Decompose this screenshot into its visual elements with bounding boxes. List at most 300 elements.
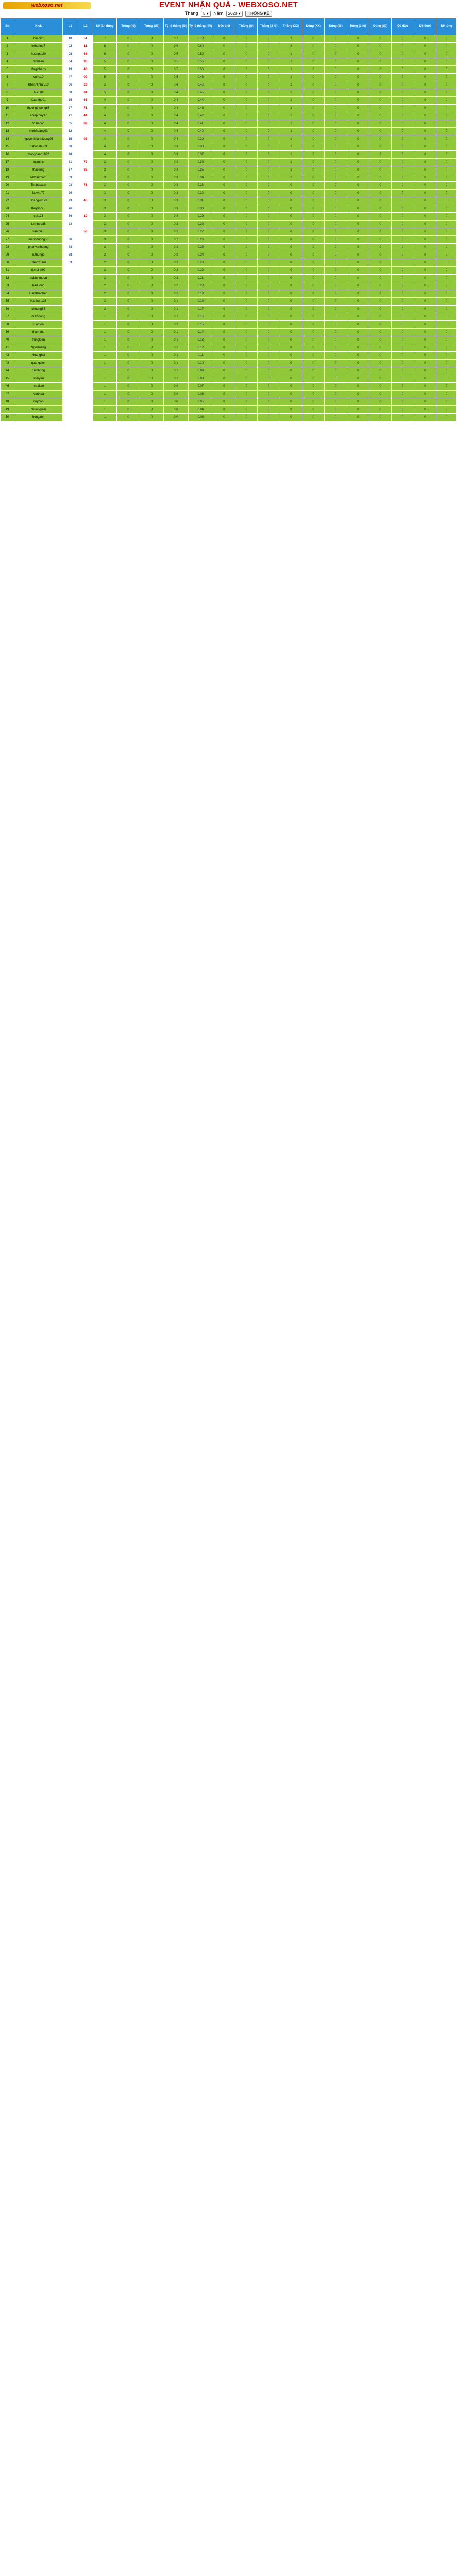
year-value: 2020 (228, 11, 238, 16)
nick-cell[interactable]: vanthieu (14, 228, 63, 236)
stat-cell: 0 (235, 375, 258, 383)
table-row (1, 221, 457, 228)
table-row (1, 89, 457, 97)
stat-cell: 0.45 (188, 89, 213, 97)
stat-cell: 0 (436, 228, 457, 236)
stat-cell: 0.4 (163, 135, 188, 143)
stat-cell: 0 (235, 97, 258, 105)
stat-cell: 0 (213, 143, 235, 151)
nick-cell[interactable]: ahiepthuy97 (14, 112, 63, 120)
stat-cell: 0.40 (188, 128, 213, 135)
stat-cell: 0 (116, 275, 140, 282)
stat-cell: 0 (369, 43, 392, 50)
stat-cell: 0 (302, 89, 325, 97)
stat-cell: 0 (325, 306, 347, 313)
stat-cell: 0 (280, 329, 302, 336)
nick-cell[interactable]: hoaiyen (14, 375, 63, 383)
lot1-cell (62, 290, 78, 298)
rank-cell: 45 (1, 375, 14, 383)
nick-cell[interactable]: thanghang1992 (14, 151, 63, 159)
table-row (1, 267, 457, 275)
table-row (1, 81, 457, 89)
stat-cell: 0 (369, 135, 392, 143)
stat-cell: 0 (235, 166, 258, 174)
stat-cell: 0 (325, 221, 347, 228)
nick-cell[interactable]: ruthungd (14, 251, 63, 259)
month-select[interactable]: 5 ▾ (201, 11, 211, 17)
stat-cell: 0 (347, 414, 369, 421)
stat-cell: 0 (325, 275, 347, 282)
rank-cell: 14 (1, 135, 14, 143)
lot1-cell (62, 313, 78, 321)
stat-cell: 0 (302, 383, 325, 391)
stat-cell: 0 (347, 213, 369, 221)
column-header: Đề tổng (436, 18, 457, 35)
stat-cell: 0 (325, 267, 347, 275)
stat-cell: 0 (116, 367, 140, 375)
stat-cell: 0 (414, 259, 436, 267)
nick-cell[interactable]: phuongmai (14, 406, 63, 414)
stat-cell: 0 (140, 228, 164, 236)
stat-cell: 0 (140, 367, 164, 375)
stat-cell: 0 (436, 159, 457, 166)
stat-cell: 0 (280, 190, 302, 197)
nick-cell[interactable]: nhutlam (14, 383, 63, 391)
stat-cell: 0 (116, 360, 140, 367)
stat-cell: 0 (116, 105, 140, 112)
stat-cell: 0 (369, 159, 392, 166)
column-header: Thắng (lô) (235, 18, 258, 35)
table-row (1, 197, 457, 205)
nick-cell[interactable]: tuanphuong88 (14, 236, 63, 244)
stat-cell: 0 (280, 336, 302, 344)
stat-cell: 0 (140, 112, 164, 120)
nick-cell[interactable]: Vubacan (14, 120, 63, 128)
stat-cell: 0 (258, 166, 280, 174)
stat-cell: 0 (280, 406, 302, 414)
stat-cell: 0 (235, 205, 258, 213)
nick-cell[interactable]: Nevhu77 (14, 190, 63, 197)
stat-cell: 0.5 (163, 74, 188, 81)
lot2-cell (78, 367, 93, 375)
stat-cell: 0.3 (163, 143, 188, 151)
stat-cell: 1 (280, 120, 302, 128)
table-row (1, 282, 457, 290)
stat-cell: 0 (392, 221, 414, 228)
stat-cell: 0 (392, 236, 414, 244)
stat-cell: 0 (414, 89, 436, 97)
stat-cell: 0 (325, 182, 347, 190)
stats-button[interactable]: THỐNG KÊ (245, 11, 272, 17)
stat-cell: 0 (414, 128, 436, 135)
nick-cell[interactable]: vuhu10 (14, 74, 63, 81)
stat-cell: 0 (436, 221, 457, 228)
stat-cell: 0.27 (188, 228, 213, 236)
rank-cell: 41 (1, 344, 14, 352)
nick-cell[interactable]: Linhbeo88 (14, 221, 63, 228)
nick-cell[interactable]: thanhthu (14, 329, 63, 336)
nick-cell[interactable]: haduong (14, 282, 63, 290)
stat-cell: 0 (116, 313, 140, 321)
stat-cell: 0.3 (163, 159, 188, 166)
stat-cell: 0 (116, 228, 140, 236)
stat-cell: 0 (235, 391, 258, 398)
stat-cell: 5 (93, 58, 117, 66)
stat-cell: 0 (392, 282, 414, 290)
stat-cell: 0.2 (163, 244, 188, 251)
stat-cell: 0 (436, 182, 457, 190)
nick-cell[interactable]: Hoangvu123 (14, 197, 63, 205)
stat-cell: 4 (93, 97, 117, 105)
lot2-cell: 34 (78, 89, 93, 97)
stat-cell: 0 (258, 50, 280, 58)
column-header: Đặc biệt (213, 18, 235, 35)
stat-cell: 5 (93, 74, 117, 81)
stat-cell: 0 (369, 282, 392, 290)
stat-cell: 0 (392, 259, 414, 267)
nick-cell[interactable]: tiensinh99 (14, 267, 63, 275)
stat-cell: 0 (414, 414, 436, 421)
stat-cell: 0 (213, 89, 235, 97)
stat-cell: 0 (140, 213, 164, 221)
stat-cell: 0 (369, 406, 392, 414)
stat-cell: 0.3 (163, 174, 188, 182)
nick-cell[interactable]: duybao (14, 398, 63, 406)
column-header: Đúng (3 lô) (347, 18, 369, 35)
stat-cell: 0 (347, 244, 369, 251)
nick-cell[interactable]: Khanhlinh2010 (14, 81, 63, 89)
stat-cell: 0.17 (188, 306, 213, 313)
nick-cell[interactable]: Hanhan123 (14, 298, 63, 306)
nick-cell[interactable]: hoangtu20 (14, 50, 63, 58)
stat-cell: 0 (392, 213, 414, 221)
table-row (1, 259, 457, 267)
nick-cell[interactable]: Tuanvu2 (14, 321, 63, 329)
stat-cell: 0 (325, 375, 347, 383)
stat-cell: 0 (258, 352, 280, 360)
column-header: Số lần đúng (93, 18, 117, 35)
stat-cell: 0 (392, 298, 414, 306)
stat-cell: 0 (258, 244, 280, 251)
stat-cell: 1 (93, 367, 117, 375)
stat-cell: 2 (93, 251, 117, 259)
stat-cell: 0 (369, 228, 392, 236)
stat-cell: 0 (140, 159, 164, 166)
lot2-cell (78, 414, 93, 421)
stat-cell: 0.4 (163, 112, 188, 120)
stat-cell: 0 (258, 383, 280, 391)
stat-cell: 0 (235, 398, 258, 406)
stat-cell: 0 (392, 360, 414, 367)
nick-cell[interactable]: dukhoang (14, 313, 63, 321)
stat-cell: 0 (213, 128, 235, 135)
stat-cell: 0 (369, 120, 392, 128)
stat-cell: 0.4 (163, 105, 188, 112)
stat-cell: 0 (414, 244, 436, 251)
nick-cell[interactable]: Magicbarry (14, 66, 63, 74)
stat-cell: 0 (235, 105, 258, 112)
stat-cell: 0 (392, 375, 414, 383)
stat-cell: 0 (325, 74, 347, 81)
stat-cell: 0 (235, 112, 258, 120)
stat-cell: 0 (302, 321, 325, 329)
site-logo[interactable]: webxoso.net (3, 2, 91, 9)
stat-cell: 0 (436, 105, 457, 112)
nick-cell[interactable]: dobinhmuon (14, 275, 63, 282)
stat-cell: 0 (116, 50, 140, 58)
stat-cell: 0 (414, 205, 436, 213)
stat-cell: 0 (436, 282, 457, 290)
lot1-cell (62, 383, 78, 391)
stat-cell: 0 (213, 290, 235, 298)
stat-cell: 0 (258, 298, 280, 306)
nick-cell[interactable]: NgoHoang (14, 344, 63, 352)
nick-cell[interactable]: Trangxuan1 (14, 259, 63, 267)
stat-cell: 0 (302, 205, 325, 213)
column-header: Đúng (XX) (302, 18, 325, 35)
lot1-cell: 81 (62, 159, 78, 166)
stat-cell: 0.2 (163, 228, 188, 236)
stat-cell: 0.5 (163, 66, 188, 74)
nick-cell[interactable]: thuongthuong68 (14, 105, 63, 112)
stat-cell: 0 (116, 321, 140, 329)
stat-cell: 0 (392, 267, 414, 275)
stat-cell: 0 (347, 383, 369, 391)
stat-cell: 0 (116, 344, 140, 352)
stat-cell: 0.44 (188, 97, 213, 105)
stat-cell: 3 (93, 190, 117, 197)
stat-cell: 0 (235, 120, 258, 128)
stat-cell: 0.4 (163, 89, 188, 97)
stat-cell: 0 (302, 367, 325, 375)
table-row (1, 58, 457, 66)
stat-cell: 0.28 (188, 221, 213, 228)
stat-cell: 0 (116, 135, 140, 143)
stat-cell: 0 (414, 360, 436, 367)
rank-cell: 13 (1, 128, 14, 135)
nick-cell[interactable]: kimthoa (14, 391, 63, 398)
stat-cell: 0 (213, 43, 235, 50)
stat-cell: 0 (414, 383, 436, 391)
stat-cell: 0 (392, 97, 414, 105)
nick-cell[interactable]: Tuvuite (14, 89, 63, 97)
lot2-cell (78, 128, 93, 135)
stat-cell: 0 (436, 120, 457, 128)
stat-cell: 1 (280, 135, 302, 143)
rank-cell: 20 (1, 182, 14, 190)
stat-cell: 0 (325, 352, 347, 360)
lot1-cell: 93 (62, 197, 78, 205)
stat-cell: 0 (392, 205, 414, 213)
stat-cell: 0 (116, 290, 140, 298)
stat-cell: 0.15 (188, 321, 213, 329)
nick-cell[interactable]: chuong88 (14, 306, 63, 313)
stat-cell: 0 (369, 236, 392, 244)
stat-cell: 0 (280, 352, 302, 360)
stat-cell: 0 (325, 81, 347, 89)
stat-cell: 0 (347, 298, 369, 306)
stat-cell: 0 (436, 360, 457, 367)
nick-cell[interactable]: thaolung (14, 166, 63, 174)
stat-cell: 0 (325, 406, 347, 414)
stat-cell: 0 (392, 135, 414, 143)
stat-cell: 0.56 (188, 58, 213, 66)
lot1-cell (62, 321, 78, 329)
stat-cell: 0 (235, 298, 258, 306)
stat-cell: 0 (280, 267, 302, 275)
nick-cell[interactable]: quangvinh (14, 360, 63, 367)
nick-cell[interactable]: minhhoang93 (14, 128, 63, 135)
nick-cell[interactable]: thuytinhcu (14, 205, 63, 213)
nick-cell[interactable]: ninhtien (14, 58, 63, 66)
stat-cell: 0 (369, 344, 392, 352)
stat-cell: 0 (369, 321, 392, 329)
lot1-cell: 71 (62, 112, 78, 120)
stat-cell: 0 (436, 398, 457, 406)
lot2-cell (78, 190, 93, 197)
stat-cell: 0 (302, 151, 325, 159)
stat-cell: 0 (258, 306, 280, 313)
column-header: Đề đuôi (414, 18, 436, 35)
lot2-cell: 72 (78, 159, 93, 166)
stat-cell: 0 (116, 213, 140, 221)
table-body (1, 35, 457, 421)
stat-cell: 0 (235, 236, 258, 244)
nick-cell[interactable]: dabonabu33 (14, 143, 63, 151)
stat-cell: 0 (258, 120, 280, 128)
stat-cell: 0 (235, 135, 258, 143)
stat-cell: 0.3 (163, 190, 188, 197)
stat-cell: 0 (369, 151, 392, 159)
stat-cell: 0 (436, 298, 457, 306)
stat-cell: 0 (140, 97, 164, 105)
stat-cell: 0 (436, 174, 457, 182)
table-row (1, 112, 457, 120)
stat-cell: 0 (392, 406, 414, 414)
stat-cell: 0 (140, 221, 164, 228)
stat-cell: 0 (414, 43, 436, 50)
lot2-cell: 68 (78, 50, 93, 58)
lot2-cell (78, 375, 93, 383)
stat-cell: 0 (116, 391, 140, 398)
stat-cell: 0 (325, 251, 347, 259)
stat-cell: 0 (280, 398, 302, 406)
stat-cell: 0 (414, 74, 436, 81)
stat-cell: 0 (213, 313, 235, 321)
column-header: Đề đầu (392, 18, 414, 35)
nick-cell[interactable]: lusmins (14, 159, 63, 166)
stat-cell: 0 (436, 112, 457, 120)
stat-cell: 0.2 (163, 267, 188, 275)
stat-cell: 0 (235, 182, 258, 190)
stat-cell: 0.1 (163, 321, 188, 329)
table-row (1, 74, 457, 81)
filter-bar (0, 11, 457, 17)
stat-cell: 0 (280, 344, 302, 352)
stat-cell: 0 (235, 406, 258, 414)
nick-cell[interactable]: honganh (14, 414, 63, 421)
stat-cell: 0 (235, 282, 258, 290)
stat-cell: 0 (369, 190, 392, 197)
lot2-cell (78, 221, 93, 228)
stat-cell: 0 (347, 344, 369, 352)
lot1-cell: 67 (62, 166, 78, 174)
stat-cell: 0 (347, 236, 369, 244)
stat-cell: 0 (116, 35, 140, 43)
stat-cell: 3 (93, 166, 117, 174)
nick-cell[interactable]: Thubaoxun (14, 182, 63, 190)
stat-cell: 0 (325, 391, 347, 398)
nick-cell[interactable]: HanKhanhan (14, 290, 63, 298)
stat-cell: 0 (302, 336, 325, 344)
nick-cell[interactable]: Xuanthu01 (14, 97, 63, 105)
table-row (1, 251, 457, 259)
stat-cell: 0 (235, 367, 258, 375)
stat-cell: 0 (258, 74, 280, 81)
stat-cell: 0 (325, 105, 347, 112)
stat-cell: 0 (414, 35, 436, 43)
stat-cell: 0 (302, 120, 325, 128)
stat-cell: 0 (302, 298, 325, 306)
lot1-cell: 55 (62, 120, 78, 128)
stat-cell: 0 (392, 244, 414, 251)
lot2-cell (78, 267, 93, 275)
stat-cell: 0 (213, 182, 235, 190)
stat-cell: 0.60 (188, 43, 213, 50)
stat-cell: 6 (93, 43, 117, 50)
nick-cell[interactable]: bimbim (14, 35, 63, 43)
stat-cell: 0 (116, 414, 140, 421)
stat-cell: 0.5 (163, 50, 188, 58)
nick-cell[interactable]: trungkien (14, 336, 63, 344)
lot1-cell (62, 344, 78, 352)
column-header: Tỷ lệ thắng (lô) (163, 18, 188, 35)
stat-cell: 0 (235, 251, 258, 259)
nick-cell[interactable]: nguyenkhanhtuong96 (14, 135, 63, 143)
stat-cell: 0 (414, 81, 436, 89)
stat-cell: 1 (280, 97, 302, 105)
stat-cell: 0.2 (163, 251, 188, 259)
stat-cell: 0 (258, 313, 280, 321)
stat-cell: 0 (414, 213, 436, 221)
lot2-cell (78, 174, 93, 182)
lot2-cell: 63 (78, 97, 93, 105)
stat-cell: 0.05 (188, 398, 213, 406)
stat-cell: 0 (436, 213, 457, 221)
lot1-cell (62, 352, 78, 360)
stat-cell: 0.19 (188, 290, 213, 298)
stat-cell: 0 (258, 391, 280, 398)
stat-cell: 0 (235, 197, 258, 205)
nick-cell[interactable]: trdi123 (14, 213, 63, 221)
nick-cell[interactable]: phanvanhoang (14, 244, 63, 251)
stat-cell: 0 (302, 97, 325, 105)
nick-cell[interactable]: lethuhoa7 (14, 43, 63, 50)
stat-cell: 0 (414, 166, 436, 174)
nick-cell[interactable]: tuanhung (14, 367, 63, 375)
stat-cell: 0 (347, 306, 369, 313)
year-select[interactable]: 2020 ▾ (226, 11, 243, 17)
stat-cell: 0 (414, 406, 436, 414)
nick-cell[interactable]: Hoanghai (14, 352, 63, 360)
stat-cell: 0 (116, 190, 140, 197)
stat-cell: 0 (347, 159, 369, 166)
lot1-cell: 23 (62, 221, 78, 228)
stat-cell: 0 (436, 166, 457, 174)
nick-cell[interactable]: Mitdaitrcom (14, 174, 63, 182)
stat-cell: 0.1 (163, 306, 188, 313)
stat-cell: 0 (140, 143, 164, 151)
